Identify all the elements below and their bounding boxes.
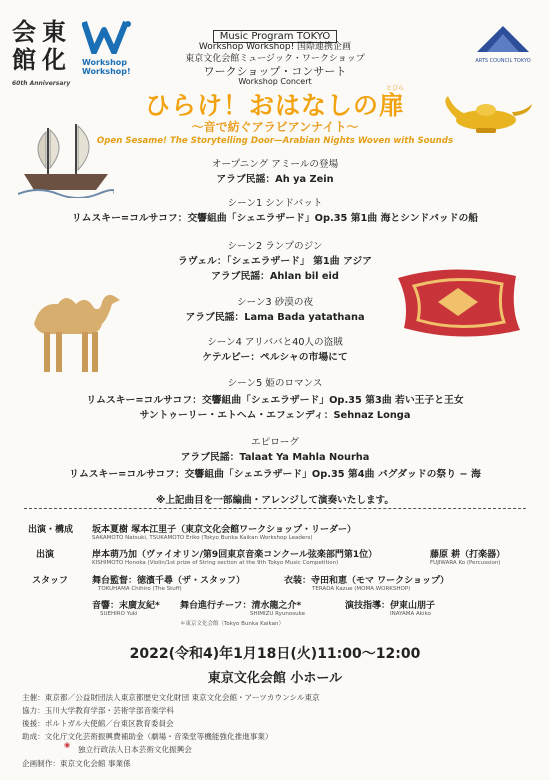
scene-heading: エピローグ (251, 437, 299, 448)
credit-text: 舞台監督：徳濱千尋（ザ・スタッフ） (92, 576, 246, 586)
credit-text: 衣装：寺田和恵（モマ ワークショップ） (284, 576, 450, 586)
logo-char: 会 (12, 17, 36, 46)
scene-heading: シーン2 ランプのジン (227, 241, 323, 252)
piece: ケテルビー：ペルシャの市場にて (202, 352, 348, 363)
credit-text: 岸本萌乃加（ヴァイオリン/第9回東京音楽コンクール弦楽部門第1位） (92, 550, 378, 560)
footer-line: 協力：玉川大学教育学部・芸術学部音楽学科 (22, 706, 174, 715)
ruby-tobira: とびら (386, 85, 405, 92)
logo-char: 東 (42, 17, 66, 46)
lamp-illustration (440, 84, 536, 134)
footer-line: 主催：東京都／公益財団法人東京都歴史文化財団 東京文化会館・アーツカウンシル東京 (22, 693, 320, 702)
credit-en: FUJIWARA Ko (Percussion) (430, 560, 501, 566)
footer-line: 助成：文化庁文化芸術振興費補助金（劇場・音楽堂等機能強化推進事業） (22, 732, 273, 741)
event-date: 2022(令和4)年1月18日(火)11:00〜12:00 (129, 646, 421, 662)
piece: アラブ民謡：Ahlan bil eid (211, 271, 339, 282)
credit-text: 音響：末廣友紀* (92, 601, 160, 611)
credit-label: 出演 (36, 550, 55, 560)
piece: サントゥーリー・エトヘム・エフェンディ：Sehnaz Longa (139, 410, 411, 421)
footer-line: 企画制作：東京文化会館 事業係 (22, 759, 131, 768)
credit-en: TOKUHAMA Chihiro (The Stuff) (98, 586, 182, 592)
event-venue: 東京文化会館 小ホール (207, 671, 343, 686)
header-line3: ワークショップ・コンサート (203, 65, 347, 78)
ww-line2: Workshop! (82, 67, 131, 76)
scene-heading: オープニング アミールの登場 (211, 159, 339, 170)
credit-en: TERADA Kazue (MOMA WORKSHOP) (312, 586, 411, 592)
header-line4: Workshop Concert (238, 77, 312, 86)
arrangement-note: ※上記曲目を一部編曲・アレンジして演奏いたします。 (156, 495, 394, 506)
piece: アラブ民謡：Lama Bada yatathana (185, 312, 365, 323)
scene-heading: シーン4 アリババと40人の盗賊 (207, 337, 343, 348)
footer-line: 独立行政法人日本芸術文化振興会 (78, 745, 192, 754)
credit-footnote: ＊東京文化会館（Tokyo Bunka Kaikan） (180, 621, 284, 627)
credit-en: SAKAMOTO Natsuki, TSUKAMOTO Eriko (Tokyo Bunka Kaikan Workshop Leaders) (92, 535, 313, 541)
main-title: ひらけ！おはなしの扉 (144, 91, 405, 120)
piece: リムスキー=コルサコフ：交響組曲「シェエラザード」Op.35 第4曲 バグダッドの祭り − 海 (69, 469, 481, 480)
credit-en: SHIMIZU Ryunosuke (250, 611, 305, 617)
logo-char: 館 (12, 45, 36, 74)
credit-text: 坂本夏樹 塚本江里子（東京文化会館ワークショップ・リーダー） (92, 525, 356, 535)
piece: アラブ民謡：Ah ya Zein (216, 174, 334, 185)
scene-heading: シーン3 砂漠の夜 (236, 297, 314, 308)
anniversary-label: 60th Anniversary (12, 80, 71, 87)
credit-label: 出演・構成 (28, 525, 74, 535)
piece: リムスキー=コルサコフ：交響組曲「シェエラザード」Op.35 第1曲 海とシンドバッドの船 (71, 213, 479, 224)
subtitle: 〜音で紡ぐアラビアンナイト〜 (191, 120, 359, 134)
piece: ラヴェル：「シェエラザード」 第1曲 アジア (178, 256, 372, 267)
footer-line: 後援：ポルトガル大使館／台東区教育委員会 (22, 719, 174, 728)
header-line2: 東京文化会館ミュージック・ワークショップ (185, 54, 365, 64)
arts-council-label: ARTS COUNCIL TOKYO (475, 58, 531, 64)
culture-agency-icon: ◉ (64, 741, 71, 749)
program-label: Music Program TOKYO (213, 30, 338, 43)
credit-label: スタッフ (32, 576, 69, 586)
scene-heading: シーン1 シンドバット (227, 198, 323, 209)
divider (24, 508, 526, 509)
piece: アラブ民謡：Talaat Ya Mahla Nourha (180, 452, 370, 463)
english-title: Open Sesame! The Storytelling Door—Arabian Nights Woven with Sounds (96, 136, 454, 146)
ww-line1: Workshop (82, 58, 127, 67)
credit-en: SUEHIRO Yuki (100, 611, 138, 617)
credit-en: INAYAMA Akiko (390, 611, 431, 617)
credit-text: 舞台進行チーフ：清水龍之介* (180, 601, 302, 611)
piece: リムスキー=コルサコフ：交響組曲「シェエラザード」Op.35 第3曲 若い王子と王女 (86, 395, 464, 406)
scene-heading: シーン5 姫のロマンス (227, 378, 323, 389)
header-line1: Workshop Workshop! 国際連携企画 (198, 42, 352, 52)
logo-char: 化 (42, 45, 66, 74)
credit-text: 藤原 耕（打楽器） (430, 550, 506, 560)
credit-en: KISHIMOTO Honoka (Violin/1st prize of String section at the 9th Tokyo Music Competition) (92, 560, 339, 566)
credit-text: 演技指導：伊東山朋子 (345, 601, 436, 611)
